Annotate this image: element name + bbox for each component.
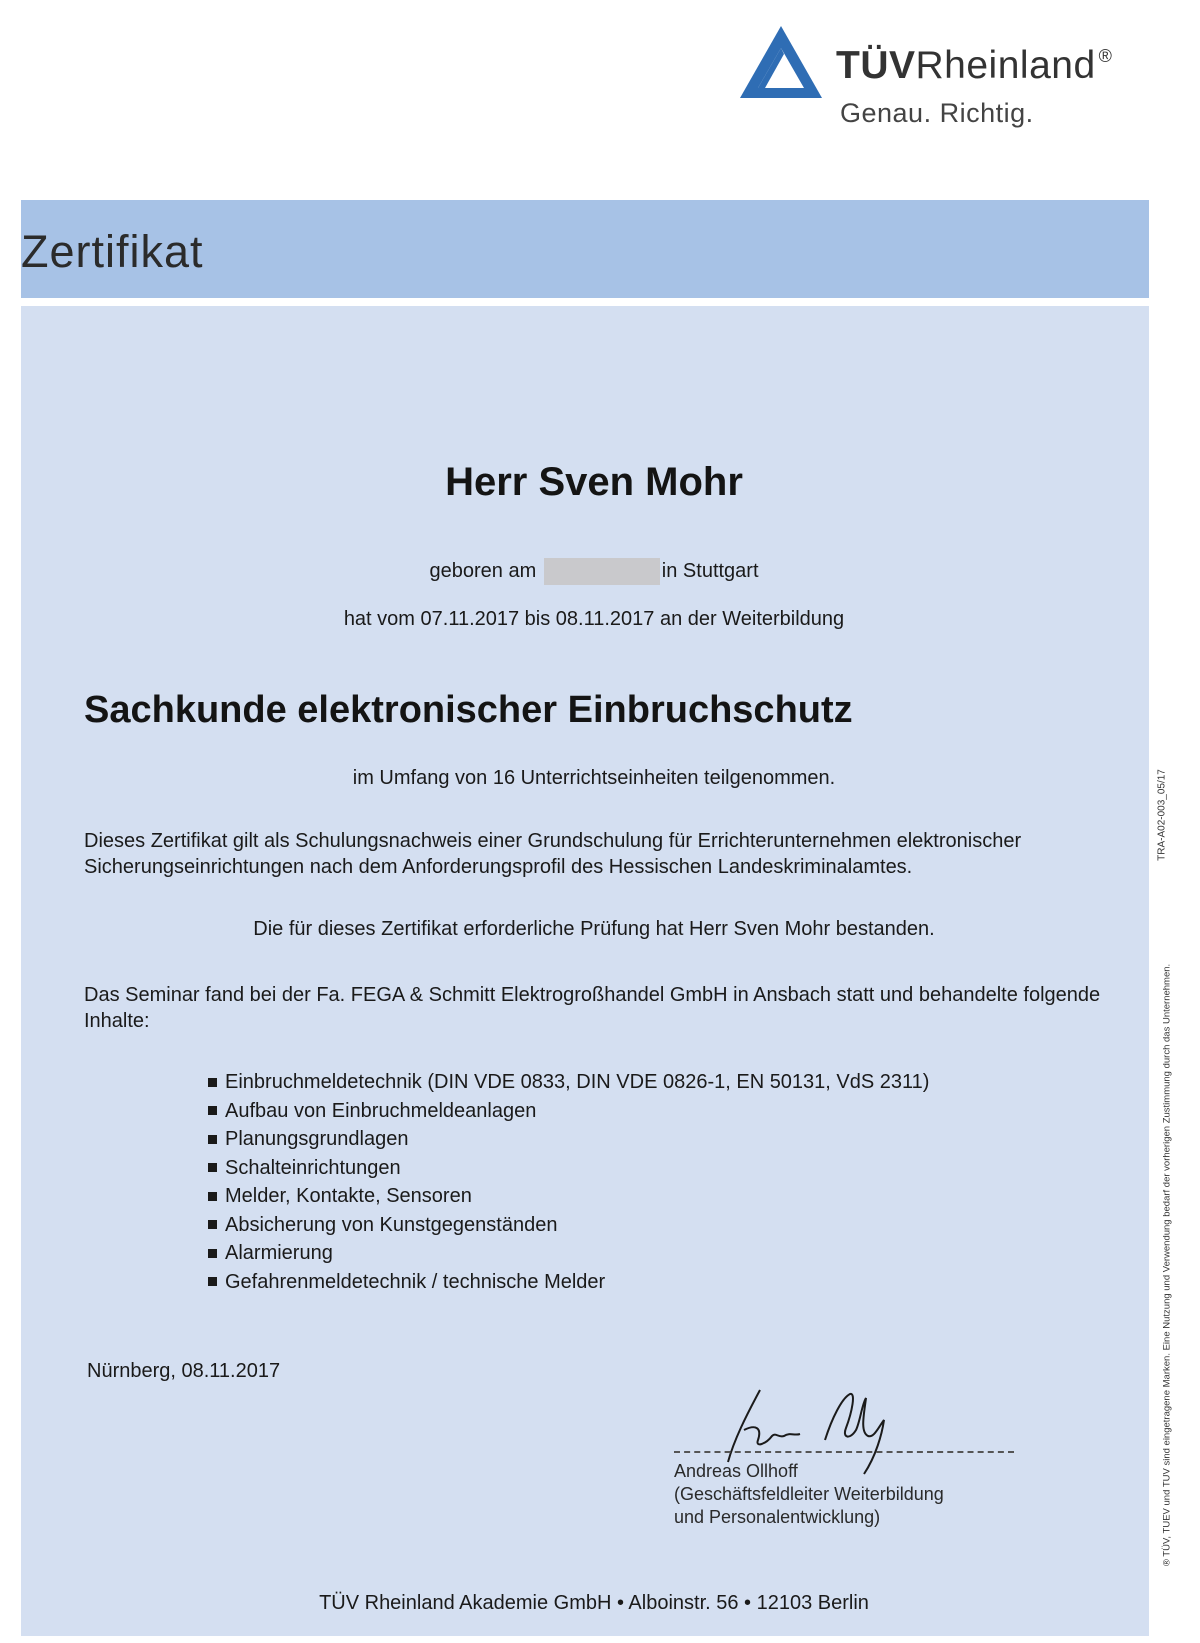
bullet-icon	[208, 1078, 217, 1087]
signer-name: Andreas Ollhoff	[674, 1461, 798, 1481]
topic-text: Gefahrenmeldetechnik / technische Melder	[225, 1270, 606, 1293]
list-item	[208, 1211, 929, 1240]
list-item	[208, 1239, 929, 1268]
topic-text: Planungsgrundlagen	[225, 1128, 409, 1150]
validity-paragraph: Dieses Zertifikat gilt als Schulungsnachweis einer Grundschulung für Errichterunternehmen elektronischer Sicherungseinrichtungen nach dem Anforderungsprofil des Hessischen Landeskriminalamtes.	[84, 830, 1022, 878]
exam-text: Die für dieses Zertifikat erforderliche Prüfung hat Herr Sven Mohr bestanden.	[253, 918, 935, 940]
registered-mark: ®	[1098, 46, 1113, 66]
period-text: hat vom 07.11.2017 bis 08.11.2017 an der Weiterbildung	[343, 608, 845, 630]
brand-tagline: Genau. Richtig.	[840, 98, 1034, 128]
signature-line	[674, 1451, 1014, 1453]
form-code-text: TRA-A02-003_05/17	[1156, 769, 1168, 861]
recipient-name: Herr Sven Mohr	[445, 460, 743, 504]
footer-address: TÜV Rheinland Akademie GmbH • Alboinstr. 56 • 12103 Berlin	[319, 1592, 869, 1614]
list-item	[208, 1182, 929, 1211]
topic-text: Einbruchmeldetechnik (DIN VDE 0833, DIN VDE 0826-1, EN 50131, VdS 2311)	[225, 1071, 930, 1093]
bullet-icon	[208, 1220, 217, 1229]
signer-block	[674, 1460, 944, 1529]
seminar-paragraph: Das Seminar fand bei der Fa. FEGA & Schmitt Elektrogroßhandel GmbH in Ansbach statt und behandelte folgende Inhalte:	[84, 984, 1101, 1032]
brand-rest: Rheinland	[915, 44, 1096, 87]
bullet-icon	[208, 1277, 217, 1286]
born-prefix: geboren am	[429, 559, 537, 582]
scope-text: im Umfang von 16 Unterrichtseinheiten teilgenommen.	[352, 767, 836, 789]
course-title: Sachkunde elektronischer Einbruchschutz	[84, 689, 853, 731]
document-title: Zertifikat	[21, 226, 204, 277]
bullet-icon	[208, 1135, 217, 1144]
redacted-birthdate	[544, 558, 660, 585]
signer-role-2: und Personalentwicklung)	[674, 1507, 881, 1527]
list-item	[208, 1068, 929, 1097]
born-suffix: in Stuttgart	[661, 559, 759, 582]
topic-text: Aufbau von Einbruchmeldeanlagen	[225, 1099, 537, 1122]
topic-list	[208, 1068, 929, 1296]
legal-notice	[1160, 900, 1174, 1630]
list-item	[208, 1268, 929, 1297]
bullet-icon	[208, 1249, 217, 1258]
topic-text: Absicherung von Kunstgegenständen	[225, 1213, 558, 1236]
topic-text: Alarmierung	[225, 1242, 333, 1264]
topic-text: Schalteinrichtungen	[225, 1156, 401, 1179]
certificate-body	[21, 306, 1149, 1636]
list-item	[208, 1125, 929, 1154]
brand-name	[836, 44, 1112, 88]
form-code	[1155, 760, 1169, 870]
bullet-icon	[208, 1192, 217, 1201]
list-item	[208, 1097, 929, 1126]
birth-line	[21, 558, 1167, 585]
legal-notice-text: ® TÜV, TUEV und TUV sind eingetragene Marken. Eine Nutzung und Verwendung bedarf der vorherigen Zustimmung durch das Unternehmen.	[1161, 963, 1173, 1567]
topic-text: Melder, Kontakte, Sensoren	[225, 1185, 472, 1207]
bullet-icon	[208, 1106, 217, 1115]
signer-role-1: (Geschäftsfeldleiter Weiterbildung	[674, 1484, 944, 1504]
list-item	[208, 1154, 929, 1183]
brand-bold: TÜV	[836, 44, 916, 87]
bullet-icon	[208, 1163, 217, 1172]
tuv-triangle-logo-icon	[738, 24, 824, 100]
place-date: Nürnberg, 08.11.2017	[87, 1360, 281, 1382]
